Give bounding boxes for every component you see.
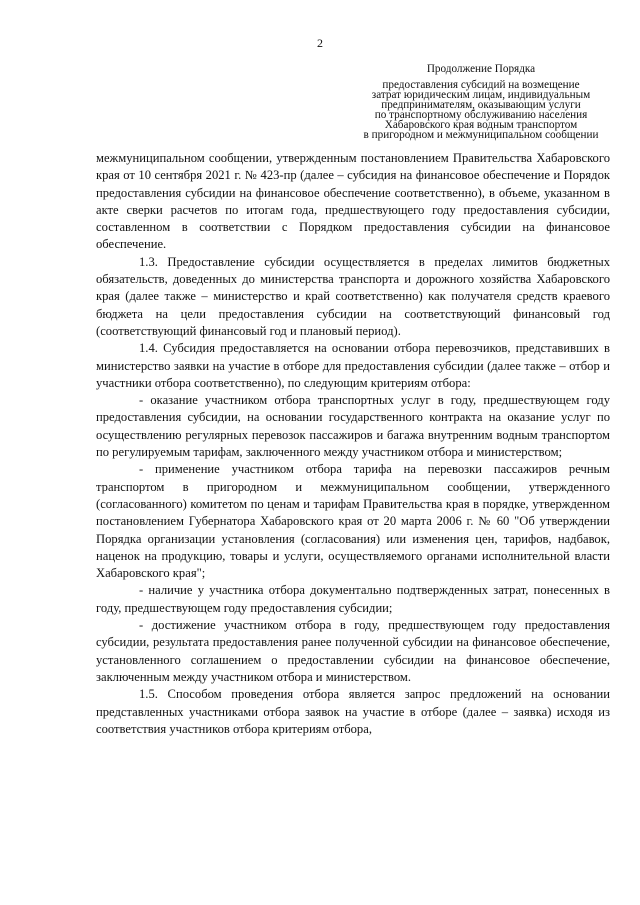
paragraph: межмуниципальном сообщении, утвержденным постановлением Правительства Хабаровского края от 10 сентября 2021 г. № 423-пр (далее – субсидия на финансовое обеспечение и Порядок предоставления субсидии на финансовое обеспечение соответственно), в объеме, указанном в акте сверки расчетов по итогам года, предшествующего году предоставления субсидии, составленном в соответствии с Порядком предоставления субсидии на финансовое обеспечение. [96, 151, 610, 252]
paragraph: 1.4. Субсидия предоставляется на основании отбора перевозчиков, представивших в министерство заявки на участие в отборе для предоставления субсидии (далее также – отбор и участники отбора соответственно), по следующим критериям отбора: [96, 341, 610, 390]
header-title: Продолжение Порядка [426, 63, 536, 75]
header-line: по транспортному обслуживанию населения [374, 109, 588, 121]
list-item: - достижение участником отбора в году, предшествующем году предоставления субсидии, результата предоставления ранее полученной субсидии на финансовое обеспечение, установленного соглашением о предоставлении субсидии на финансовое обеспечение, заключенным между участником отбора и министерством. [96, 618, 610, 684]
document-body [96, 150, 610, 738]
list-item: - применение участником отбора тарифа на перевозки пассажиров речным транспортом в пригородном и межмуниципальном сообщении, утвержденного (согласованного) комитетом по ценам и тарифам Правительства края в порядке, утвержденном постановлением Губернатора Хабаровского края от 20 марта 2006 г. № 60 "Об утверждении Порядка организации установления (согласования) или изменения цен, тарифов, надбавок, наценок на продукцию, товары и услуги, осуществляемого органами исполнительной власти Хабаровского края"; [96, 462, 610, 581]
header-line: Хабаровского края водным транспортом [384, 119, 578, 131]
document-header [338, 64, 624, 140]
paragraph: 1.3. Предоставление субсидии осуществляется в пределах лимитов бюджетных обязательств, доведенных до министерства транспорта и дорожного хозяйства Хабаровского края (далее также – министерство и край соответственно) как получателя средств краевого бюджета на цели предоставления субсидии на соответствующий финансовый год (соответствующий финансовый год и плановый период). [96, 254, 610, 338]
paragraph: 1.5. Способом проведения отбора является запрос предложений на основании представленных участниками отбора заявок на участие в отборе (далее – заявка) исходя из соответствия участников отбора критериям отбора, [96, 687, 610, 736]
header-line: предпринимателям, оказывающим услуги [381, 99, 581, 111]
list-item: - наличие у участника отбора документально подтвержденных затрат, понесенных в году, предшествующем году предоставления субсидии; [96, 583, 610, 615]
page-number: 2 [317, 36, 323, 50]
header-line: в пригородном и межмуниципальном сообщении [363, 129, 599, 141]
header-line: затрат юридическим лицам, индивидуальным [371, 89, 591, 101]
header-line: предоставления субсидий на возмещение [382, 79, 580, 91]
list-item: - оказание участником отбора транспортных услуг в году, предшествующем году предоставления субсидии, на основании государственного контракта на оказание услуг по осуществлению регулярных перевозок пассажиров и багажа внутренним водным транспортом по регулируемым тарифам, заключенного между участником отбора и министерством; [96, 393, 610, 460]
